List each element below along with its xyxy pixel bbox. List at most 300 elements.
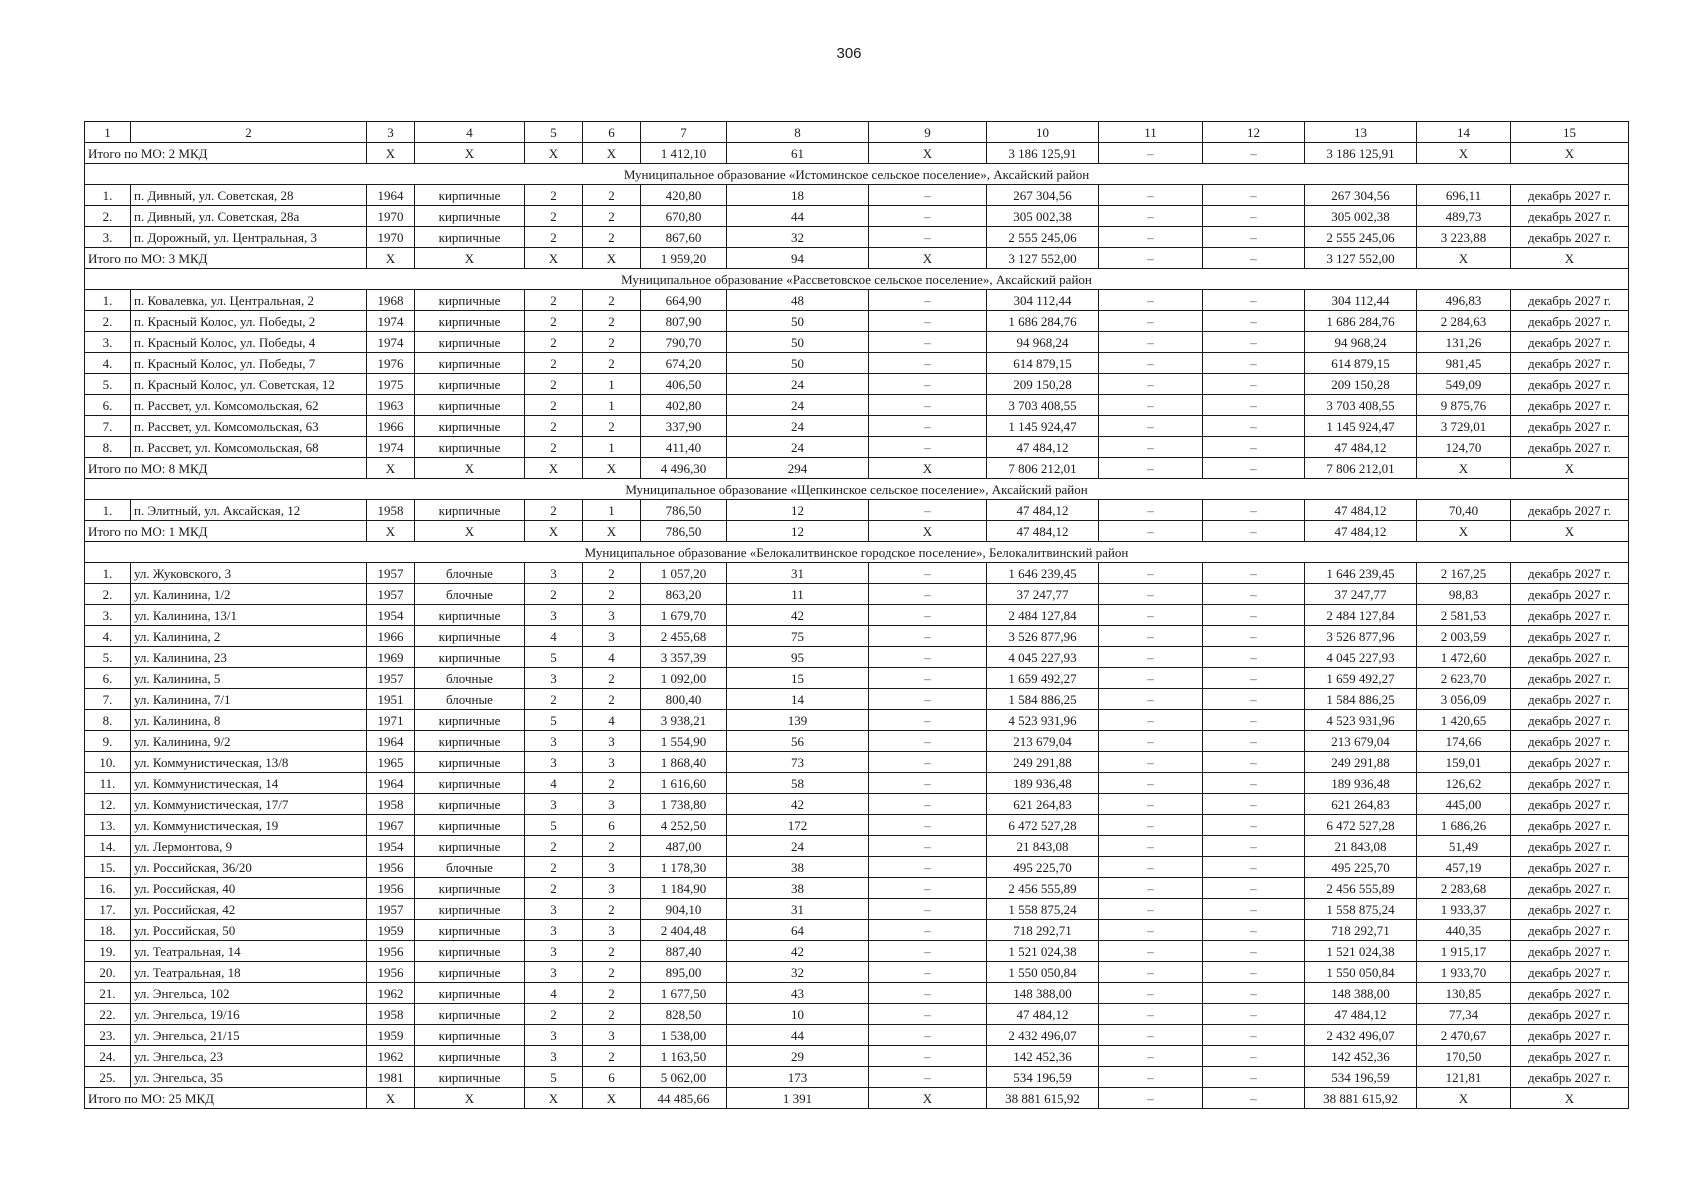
table-cell: 1 933,37	[1417, 899, 1511, 920]
total-cell: 38 881 615,92	[1305, 1088, 1417, 1109]
table-cell: декабрь 2027 г.	[1511, 311, 1629, 332]
table-cell: декабрь 2027 г.	[1511, 668, 1629, 689]
table-cell: –	[1099, 311, 1203, 332]
table-cell: декабрь 2027 г.	[1511, 563, 1629, 584]
table-cell: –	[1203, 773, 1305, 794]
table-row	[85, 353, 1629, 374]
table-cell: 3	[525, 605, 583, 626]
table-cell: –	[1203, 584, 1305, 605]
table-cell: 172	[727, 815, 869, 836]
table-cell: ул. Российская, 42	[131, 899, 367, 920]
total-cell: 47 484,12	[1305, 521, 1417, 542]
table-cell: декабрь 2027 г.	[1511, 395, 1629, 416]
table-cell: –	[1203, 878, 1305, 899]
table-cell: 3	[583, 731, 641, 752]
total-label: Итого по МО: 2 МКД	[85, 143, 367, 164]
total-cell: X	[415, 248, 525, 269]
table-cell: кирпичные	[415, 353, 525, 374]
table-cell: –	[869, 395, 987, 416]
table-cell: –	[1203, 185, 1305, 206]
table-cell: 1957	[367, 899, 415, 920]
table-cell: ул. Энгельса, 35	[131, 1067, 367, 1088]
total-cell: X	[525, 458, 583, 479]
table-row	[85, 878, 1629, 899]
table-cell: декабрь 2027 г.	[1511, 353, 1629, 374]
table-cell: 718 292,71	[1305, 920, 1417, 941]
table-cell: 18.	[85, 920, 131, 941]
table-cell: декабрь 2027 г.	[1511, 1025, 1629, 1046]
total-cell: X	[869, 521, 987, 542]
total-label: Итого по МО: 25 МКД	[85, 1088, 367, 1109]
section-row	[85, 479, 1629, 500]
table-cell: 4 523 931,96	[987, 710, 1099, 731]
total-cell: X	[525, 248, 583, 269]
table-cell: декабрь 2027 г.	[1511, 500, 1629, 521]
table-cell: 5.	[85, 647, 131, 668]
table-cell: 2	[525, 374, 583, 395]
table-cell: 1	[583, 500, 641, 521]
table-cell: 887,40	[641, 941, 727, 962]
total-cell: X	[367, 248, 415, 269]
table-cell: 1964	[367, 185, 415, 206]
table-cell: кирпичные	[415, 290, 525, 311]
table-cell: –	[1099, 962, 1203, 983]
table-cell: –	[869, 962, 987, 983]
table-cell: 3	[525, 920, 583, 941]
table-cell: 2 404,48	[641, 920, 727, 941]
table-cell: 1 679,70	[641, 605, 727, 626]
table-cell: кирпичные	[415, 500, 525, 521]
table-cell: 1 686,26	[1417, 815, 1511, 836]
table-cell: 1 550 050,84	[1305, 962, 1417, 983]
table-cell: 267 304,56	[987, 185, 1099, 206]
table-cell: 16.	[85, 878, 131, 899]
table-cell: кирпичные	[415, 1046, 525, 1067]
table-cell: –	[1203, 1025, 1305, 1046]
table-cell: 496,83	[1417, 290, 1511, 311]
table-cell: кирпичные	[415, 206, 525, 227]
table-cell: –	[869, 710, 987, 731]
column-number-cell: 7	[641, 122, 727, 143]
table-cell: –	[1099, 983, 1203, 1004]
table-cell: ул. Энгельса, 102	[131, 983, 367, 1004]
table-cell: 94 968,24	[1305, 332, 1417, 353]
table-row	[85, 1025, 1629, 1046]
total-cell: X	[1417, 143, 1511, 164]
table-cell: –	[1203, 815, 1305, 836]
total-cell: 3 186 125,91	[987, 143, 1099, 164]
table-cell: 2	[583, 962, 641, 983]
table-cell: 32	[727, 227, 869, 248]
table-cell: –	[869, 941, 987, 962]
table-cell: кирпичные	[415, 731, 525, 752]
table-cell: п. Красный Колос, ул. Победы, 4	[131, 332, 367, 353]
table-cell: 1 145 924,47	[1305, 416, 1417, 437]
table-cell: 4 045 227,93	[987, 647, 1099, 668]
table-cell: 1959	[367, 920, 415, 941]
municipality-title: Муниципальное образование «Рассветовское сельское поселение», Аксайский район	[85, 269, 1629, 290]
table-row	[85, 983, 1629, 1004]
table-cell: 1974	[367, 437, 415, 458]
table-cell: –	[1203, 290, 1305, 311]
table-cell: кирпичные	[415, 626, 525, 647]
table-cell: 3	[525, 962, 583, 983]
table-cell: 142 452,36	[1305, 1046, 1417, 1067]
table-cell: 1956	[367, 962, 415, 983]
total-label: Итого по МО: 3 МКД	[85, 248, 367, 269]
table-cell: –	[1099, 815, 1203, 836]
table-cell: 534 196,59	[987, 1067, 1099, 1088]
total-label: Итого по МО: 8 МКД	[85, 458, 367, 479]
table-cell: 1 738,80	[641, 794, 727, 815]
table-cell: 800,40	[641, 689, 727, 710]
total-cell: 786,50	[641, 521, 727, 542]
table-cell: ул. Калинина, 9/2	[131, 731, 367, 752]
table-cell: –	[1203, 962, 1305, 983]
table-cell: –	[869, 1025, 987, 1046]
table-cell: 1976	[367, 353, 415, 374]
table-cell: 25.	[85, 1067, 131, 1088]
total-cell: X	[1417, 248, 1511, 269]
table-cell: 3	[583, 920, 641, 941]
table-cell: –	[1099, 1004, 1203, 1025]
table-cell: –	[869, 1046, 987, 1067]
table-cell: 2	[525, 689, 583, 710]
table-cell: кирпичные	[415, 836, 525, 857]
table-cell: –	[1099, 353, 1203, 374]
table-cell: 24	[727, 437, 869, 458]
table-cell: 2	[525, 290, 583, 311]
table-cell: 406,50	[641, 374, 727, 395]
table-cell: ул. Российская, 50	[131, 920, 367, 941]
table-cell: 3	[583, 1025, 641, 1046]
table-cell: п. Красный Колос, ул. Советская, 12	[131, 374, 367, 395]
table-row	[85, 773, 1629, 794]
table-cell: 42	[727, 794, 869, 815]
table-row	[85, 1067, 1629, 1088]
table-cell: 2 432 496,07	[987, 1025, 1099, 1046]
table-cell: кирпичные	[415, 605, 525, 626]
table-cell: –	[1203, 836, 1305, 857]
table-row	[85, 857, 1629, 878]
table-row	[85, 752, 1629, 773]
table-cell: 131,26	[1417, 332, 1511, 353]
table-cell: 1 057,20	[641, 563, 727, 584]
table-cell: п. Рассвет, ул. Комсомольская, 68	[131, 437, 367, 458]
table-cell: 37 247,77	[1305, 584, 1417, 605]
table-cell: –	[1099, 584, 1203, 605]
table-cell: кирпичные	[415, 920, 525, 941]
table-cell: ул. Калинина, 8	[131, 710, 367, 731]
table-cell: –	[1099, 773, 1203, 794]
table-cell: п. Красный Колос, ул. Победы, 7	[131, 353, 367, 374]
table-cell: 1970	[367, 227, 415, 248]
table-cell: 10	[727, 1004, 869, 1025]
table-cell: 11.	[85, 773, 131, 794]
table-cell: 13.	[85, 815, 131, 836]
total-cell: X	[525, 521, 583, 542]
table-cell: п. Дорожный, ул. Центральная, 3	[131, 227, 367, 248]
table-cell: 2.	[85, 584, 131, 605]
table-cell: 487,00	[641, 836, 727, 857]
table-cell: –	[1099, 437, 1203, 458]
table-cell: –	[869, 920, 987, 941]
total-cell: X	[869, 458, 987, 479]
table-cell: 1954	[367, 605, 415, 626]
table-cell: –	[869, 983, 987, 1004]
table-cell: 674,20	[641, 353, 727, 374]
table-cell: 249 291,88	[987, 752, 1099, 773]
table-cell: 3 056,09	[1417, 689, 1511, 710]
table-cell: 6.	[85, 668, 131, 689]
table-cell: –	[869, 416, 987, 437]
table-cell: 6 472 527,28	[1305, 815, 1417, 836]
table-cell: 2	[583, 206, 641, 227]
table-cell: 37 247,77	[987, 584, 1099, 605]
table-cell: –	[1099, 206, 1203, 227]
table-cell: –	[1099, 920, 1203, 941]
total-cell: X	[869, 248, 987, 269]
table-cell: 209 150,28	[987, 374, 1099, 395]
table-cell: 1958	[367, 1004, 415, 1025]
column-number-cell: 6	[583, 122, 641, 143]
table-cell: 14	[727, 689, 869, 710]
table-cell: 98,83	[1417, 584, 1511, 605]
table-cell: –	[1099, 626, 1203, 647]
table-cell: 1 184,90	[641, 878, 727, 899]
total-cell: 3 127 552,00	[1305, 248, 1417, 269]
table-cell: 2	[583, 983, 641, 1004]
table-cell: 1956	[367, 941, 415, 962]
table-cell: 1971	[367, 710, 415, 731]
table-cell: 1 677,50	[641, 983, 727, 1004]
table-cell: 828,50	[641, 1004, 727, 1025]
column-number-cell: 3	[367, 122, 415, 143]
table-row	[85, 563, 1629, 584]
page-number: 306	[836, 45, 862, 62]
total-row	[85, 248, 1629, 269]
table-cell: кирпичные	[415, 1067, 525, 1088]
table-cell: кирпичные	[415, 374, 525, 395]
table-cell: –	[1099, 794, 1203, 815]
table-cell: 1974	[367, 332, 415, 353]
total-cell: 3 186 125,91	[1305, 143, 1417, 164]
table-cell: ул. Коммунистическая, 17/7	[131, 794, 367, 815]
table-row	[85, 605, 1629, 626]
total-cell: 4 496,30	[641, 458, 727, 479]
total-cell: –	[1203, 458, 1305, 479]
table-cell: –	[1203, 1046, 1305, 1067]
table-cell: –	[1099, 395, 1203, 416]
table-cell: –	[1203, 332, 1305, 353]
table-cell: 440,35	[1417, 920, 1511, 941]
table-cell: –	[1099, 1046, 1203, 1067]
table-row	[85, 185, 1629, 206]
table-cell: 2	[525, 500, 583, 521]
table-cell: блочные	[415, 689, 525, 710]
table-cell: –	[1203, 668, 1305, 689]
table-cell: блочные	[415, 584, 525, 605]
table-cell: 3 526 877,96	[1305, 626, 1417, 647]
table-row	[85, 227, 1629, 248]
table-cell: 3	[525, 731, 583, 752]
table-cell: 489,73	[1417, 206, 1511, 227]
table-cell: 47 484,12	[987, 437, 1099, 458]
total-cell: X	[525, 143, 583, 164]
table-cell: 5	[525, 1067, 583, 1088]
table-cell: кирпичные	[415, 311, 525, 332]
table-cell: –	[1099, 185, 1203, 206]
table-cell: 3	[583, 626, 641, 647]
table-cell: –	[869, 353, 987, 374]
table-cell: 5	[525, 647, 583, 668]
table-cell: 4 045 227,93	[1305, 647, 1417, 668]
total-cell: 1 412,10	[641, 143, 727, 164]
column-number-cell: 15	[1511, 122, 1629, 143]
table-cell: 130,85	[1417, 983, 1511, 1004]
table-cell: декабрь 2027 г.	[1511, 773, 1629, 794]
total-row	[85, 143, 1629, 164]
table-cell: 1 550 050,84	[987, 962, 1099, 983]
table-cell: кирпичные	[415, 962, 525, 983]
table-cell: –	[1203, 1067, 1305, 1088]
table-cell: 2 484 127,84	[987, 605, 1099, 626]
table-cell: 1 521 024,38	[987, 941, 1099, 962]
total-cell: 38 881 615,92	[987, 1088, 1099, 1109]
table-cell: 1958	[367, 794, 415, 815]
table-cell: 1967	[367, 815, 415, 836]
table-cell: 457,19	[1417, 857, 1511, 878]
table-cell: 3	[583, 878, 641, 899]
table-cell: 2	[583, 899, 641, 920]
table-cell: –	[1099, 227, 1203, 248]
table-cell: декабрь 2027 г.	[1511, 941, 1629, 962]
table-cell: 249 291,88	[1305, 752, 1417, 773]
total-cell: X	[1511, 521, 1629, 542]
table-cell: 1 646 239,45	[987, 563, 1099, 584]
table-cell: 2	[583, 773, 641, 794]
table-cell: п. Дивный, ул. Советская, 28а	[131, 206, 367, 227]
column-number-cell: 12	[1203, 122, 1305, 143]
table-cell: –	[1203, 647, 1305, 668]
total-cell: X	[583, 521, 641, 542]
table-cell: 1957	[367, 668, 415, 689]
table-cell: 24	[727, 374, 869, 395]
table-cell: 2 283,68	[1417, 878, 1511, 899]
table-cell: 24	[727, 416, 869, 437]
table-cell: –	[1203, 899, 1305, 920]
table-cell: 4	[525, 773, 583, 794]
table-cell: кирпичные	[415, 773, 525, 794]
table-row	[85, 815, 1629, 836]
table-cell: 1	[583, 395, 641, 416]
total-cell: X	[367, 1088, 415, 1109]
table-cell: –	[1099, 1067, 1203, 1088]
total-cell: X	[1417, 1088, 1511, 1109]
table-cell: 29	[727, 1046, 869, 1067]
table-row	[85, 626, 1629, 647]
total-cell: –	[1099, 521, 1203, 542]
total-cell: 47 484,12	[987, 521, 1099, 542]
column-number-cell: 5	[525, 122, 583, 143]
table-cell: –	[1099, 752, 1203, 773]
table-cell: 621 264,83	[1305, 794, 1417, 815]
table-cell: 1 145 924,47	[987, 416, 1099, 437]
table-cell: 10.	[85, 752, 131, 773]
table-cell: 21 843,08	[987, 836, 1099, 857]
table-cell: 2	[583, 1046, 641, 1067]
table-row	[85, 647, 1629, 668]
table-cell: 1962	[367, 1046, 415, 1067]
table-cell: 3	[525, 1046, 583, 1067]
table-cell: –	[1099, 290, 1203, 311]
table-cell: 3 223,88	[1417, 227, 1511, 248]
table-cell: 6 472 527,28	[987, 815, 1099, 836]
table-row	[85, 374, 1629, 395]
total-cell: –	[1099, 458, 1203, 479]
table-cell: кирпичные	[415, 899, 525, 920]
table-cell: –	[1099, 332, 1203, 353]
table-cell: ул. Коммунистическая, 13/8	[131, 752, 367, 773]
table-cell: 48	[727, 290, 869, 311]
table-cell: декабрь 2027 г.	[1511, 416, 1629, 437]
table-cell: 4	[525, 983, 583, 1004]
table-cell: 337,90	[641, 416, 727, 437]
total-cell: X	[1417, 458, 1511, 479]
table-cell: 2.	[85, 311, 131, 332]
table-cell: 5 062,00	[641, 1067, 727, 1088]
table-cell: 43	[727, 983, 869, 1004]
table-cell: декабрь 2027 г.	[1511, 878, 1629, 899]
table-cell: п. Рассвет, ул. Комсомольская, 62	[131, 395, 367, 416]
section-row	[85, 542, 1629, 563]
table-cell: –	[1099, 878, 1203, 899]
table-cell: 1 933,70	[1417, 962, 1511, 983]
table-cell: 2	[583, 311, 641, 332]
table-cell: 2	[525, 836, 583, 857]
table-cell: 1 686 284,76	[1305, 311, 1417, 332]
table-cell: кирпичные	[415, 185, 525, 206]
table-cell: 42	[727, 941, 869, 962]
table-cell: 1 646 239,45	[1305, 563, 1417, 584]
total-cell: X	[583, 248, 641, 269]
table-cell: 31	[727, 899, 869, 920]
table-cell: кирпичные	[415, 941, 525, 962]
table-cell: –	[1099, 668, 1203, 689]
table-cell: –	[1203, 857, 1305, 878]
table-cell: 2 167,25	[1417, 563, 1511, 584]
table-cell: блочные	[415, 668, 525, 689]
table-cell: 1958	[367, 500, 415, 521]
table-cell: 2	[583, 563, 641, 584]
municipality-title: Муниципальное образование «Щепкинское сельское поселение», Аксайский район	[85, 479, 1629, 500]
table-cell: 3 703 408,55	[1305, 395, 1417, 416]
table-cell: кирпичные	[415, 794, 525, 815]
table-cell: 1.	[85, 290, 131, 311]
table-cell: декабрь 2027 г.	[1511, 584, 1629, 605]
table-cell: 1 659 492,27	[1305, 668, 1417, 689]
table-cell: –	[1203, 416, 1305, 437]
table-cell: 2.	[85, 206, 131, 227]
table-cell: –	[1203, 731, 1305, 752]
table-cell: –	[1203, 311, 1305, 332]
table-cell: 2	[525, 332, 583, 353]
table-cell: декабрь 2027 г.	[1511, 605, 1629, 626]
total-cell: 12	[727, 521, 869, 542]
table-cell: 6	[583, 815, 641, 836]
table-cell: кирпичные	[415, 878, 525, 899]
table-cell: 2	[583, 416, 641, 437]
